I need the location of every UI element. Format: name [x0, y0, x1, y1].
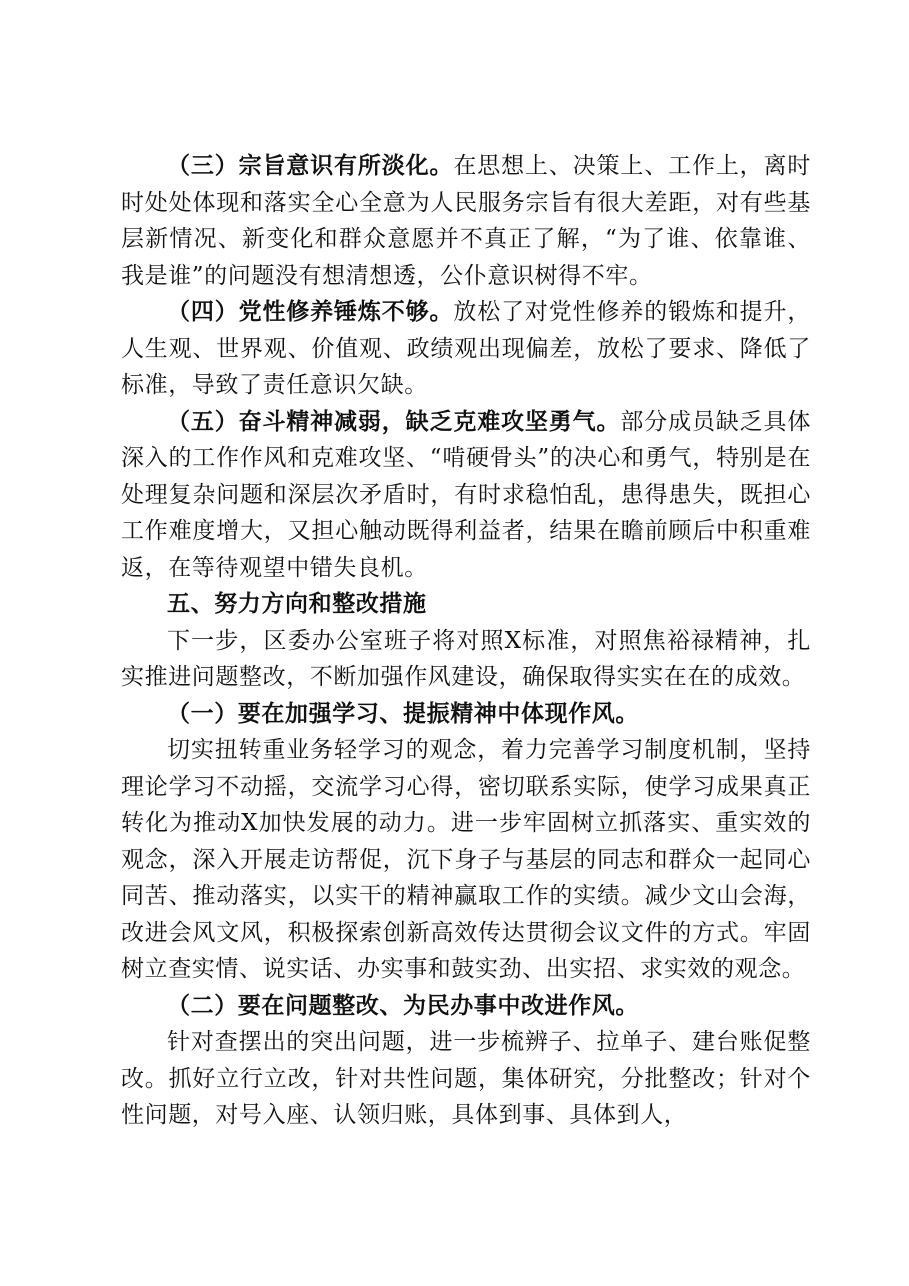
subsection-body-study: 切实扭转重业务轻学习的观念，着力完善学习制度机制，坚持理论学习不动摇，交流学习心得，密切联系实际，使学习成果真正转化为推动X加快发展的动力。进一步牢固树立抓落实、重实效的观念，深入开展走访帮促，沉下身子与基层的同志和群众一起同心同苦、推动落实，以实干的精神赢取工作的实绩。减少文山会海，改进会风文风，积极探索创新高效传达贯彻会议文件的方式。牢固树立查实情、说实话、办实事和鼓实劲、出实招、求实效的观念。	[121, 737, 811, 982]
document-page	[121, 148, 811, 1134]
subsection-heading-rectification: （二）要在问题整改、为民办事中改进作风。	[167, 991, 639, 1019]
section-intro: 下一步，区委办公室班子将对照X标准，对照焦裕禄精神，扎实推进问题整改，不断加强作风建设，确保取得实实在在的成效。	[121, 627, 811, 690]
section-title: 五、努力方向和整改措施	[167, 591, 427, 617]
paragraph-purpose-awareness	[121, 148, 811, 294]
paragraph-body: 在思想上、决策上、工作上，离时时处处体现和落实全心全意为人民服务宗旨有很大差距，对有些基层新情况、新变化和群众意愿并不真正了解，“为了谁、依靠谁、我是谁”的问题没有想清想透，公仆意识树得不牢。	[121, 153, 812, 289]
subsection-heading-study: （一）要在加强学习、提振精神中体现作风。	[167, 699, 639, 727]
paragraph-body: 放松了对党性修养的锻炼和提升，人生观、世界观、价值观、政绩观出现偏差，放松了要求、降低了标准，导致了责任意识欠缺。	[121, 299, 812, 398]
paragraph-heading: （五）奋斗精神减弱，缺乏克难攻坚勇气。	[167, 407, 621, 435]
paragraph-struggle-spirit	[121, 404, 811, 587]
paragraph-body: 部分成员缺乏具体深入的工作作风和克难攻坚、“啃硬骨头”的决心和勇气，特别是在处理复杂问题和深层次矛盾时，有时求稳怕乱，患得患失，既担心工作难度增大，又担心触动既得利益者，结果在瞻前顾后中积重难返，在等待观望中错失良机。	[121, 408, 811, 581]
subsection-body-rectification: 针对查摆出的突出问题，进一步梳辨子、拉单子、建台账促整改。抓好立行立改，针对共性问题，集体研究，分批整改；针对个性问题，对号入座、认领归账，具体到事、具体到人，	[121, 1029, 811, 1128]
paragraph-heading: （三）宗旨意识有所淡化。	[167, 152, 454, 179]
paragraph-heading: （四）党性修养锤炼不够。	[167, 298, 454, 325]
paragraph-party-cultivation	[121, 294, 811, 404]
